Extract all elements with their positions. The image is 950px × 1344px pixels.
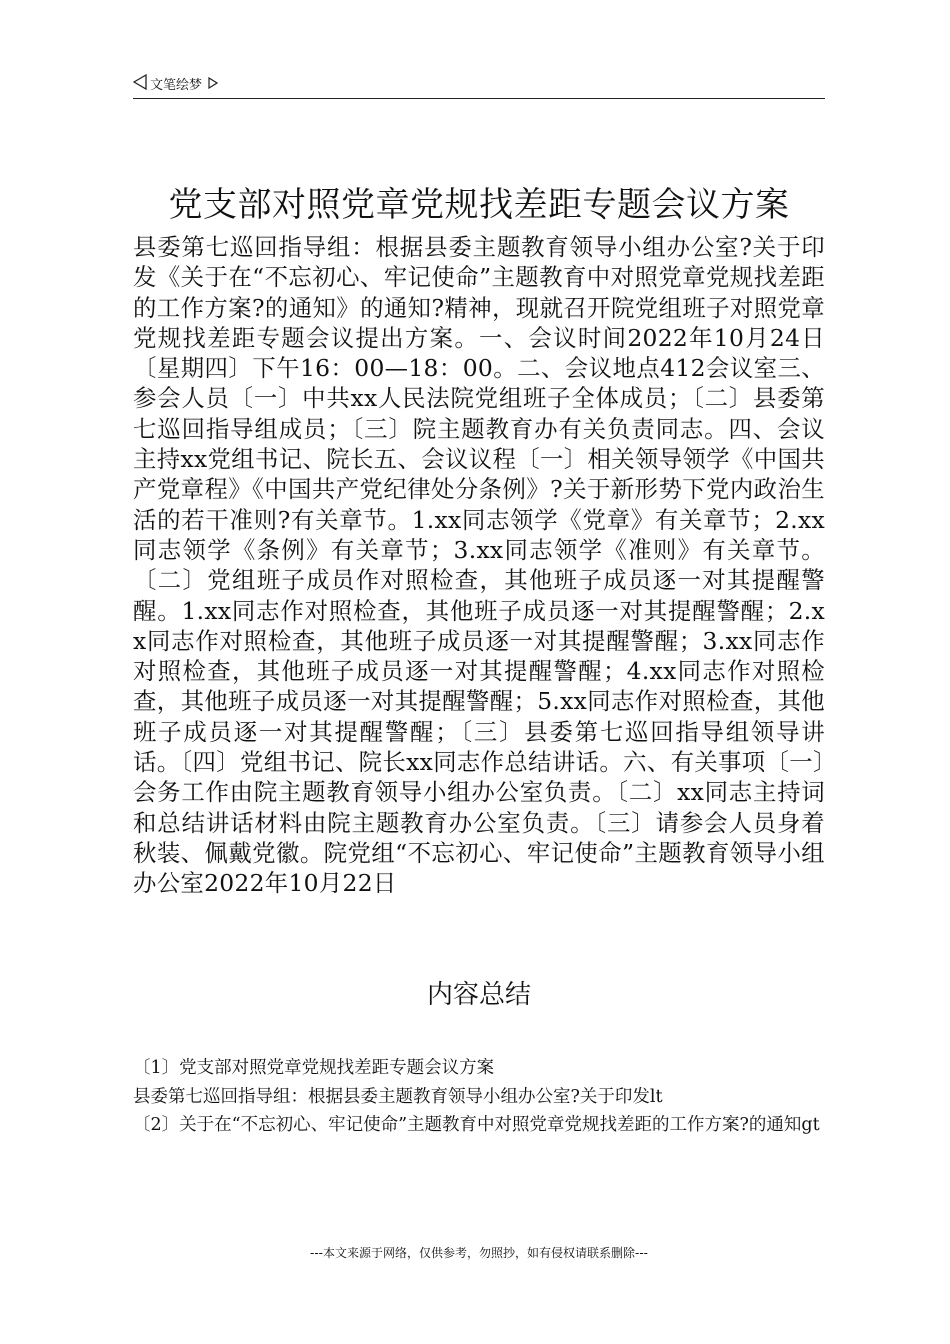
- right-triangle-icon: [208, 75, 218, 97]
- summary-item: 〔2〕关于在“不忘初心、牢记使命”主题教育中对照党章党规找差距的工作方案?的通知gt: [133, 1115, 820, 1135]
- summary-item: 县委第七巡回指导组：根据县委主题教育领导小组办公室?关于印发lt: [133, 1086, 663, 1107]
- summary-list: [133, 1054, 825, 1140]
- footer-disclaimer: ---本文来源于网络，仅供参考，勿照抄，如有侵权请联系删除---: [310, 1246, 648, 1260]
- summary-heading: 内容总结: [426, 980, 531, 1010]
- summary-item: 〔1〕党支部对照党章党规找差距专题会议方案: [133, 1058, 495, 1078]
- left-triangle-icon: [133, 74, 147, 98]
- document-body: 县委第七巡回指导组：根据县委主题教育领导小组办公室?关于印发《关于在“不忘初心、牢记使命”主题教育中对照党章党规找差距的工作方案?的通知》的通知?精神，现就召开院党组班子对照党章党规找差距专题会议提出方案。一、会议时间2022年10月24日〔星期四〕下午16：00—18：00。二、会议地点412会议室三、参会人员〔一〕中共xx人民法院党组班子全体成员；〔二〕县委第七巡回指导组成员；〔三〕院主题教育办有关负责同志。四、会议主持xx党组书记、院长五、会议议程〔一〕相关领导领学《中国共产党章程》《中国共产党纪律处分条例》?关于新形势下党内政治生活的若干准则?有关章节。1.xx同志领学《党章》有关章节；2.xx同志领学《条例》有关章节；3.xx同志领学《准则》有关章节。〔二〕党组班子成员作对照检查，其他班子成员逐一对其提醒警醒。1.xx同志作对照检查，其他班子成员逐一对其提醒警醒；2.xx同志作对照检查，其他班子成员逐一对其提醒警醒；3.xx同志作对照检查，其他班子成员逐一对其提醒警醒；4.xx同志作对照检查，其他班子成员逐一对其提醒警醒；5.xx同志作对照检查，其他班子成员逐一对其提醒警醒；〔三〕县委第七巡回指导组领导讲话。〔四〕党组书记、院长xx同志作总结讲话。六、有关事项〔一〕会务工作由院主题教育领导小组办公室负责。〔二〕xx同志主持词和总结讲话材料由院主题教育办公室负责。〔三〕请参会人员身着秋装、佩戴党徽。院党组“不忘初心、牢记使命”主题教育领导小组办公室2022年10月22日: [133, 233, 825, 898]
- header-brand: 文笔绘梦: [150, 78, 203, 93]
- page-header: [133, 74, 825, 99]
- document-title: 党支部对照党章党规找差距专题会议方案: [168, 185, 790, 225]
